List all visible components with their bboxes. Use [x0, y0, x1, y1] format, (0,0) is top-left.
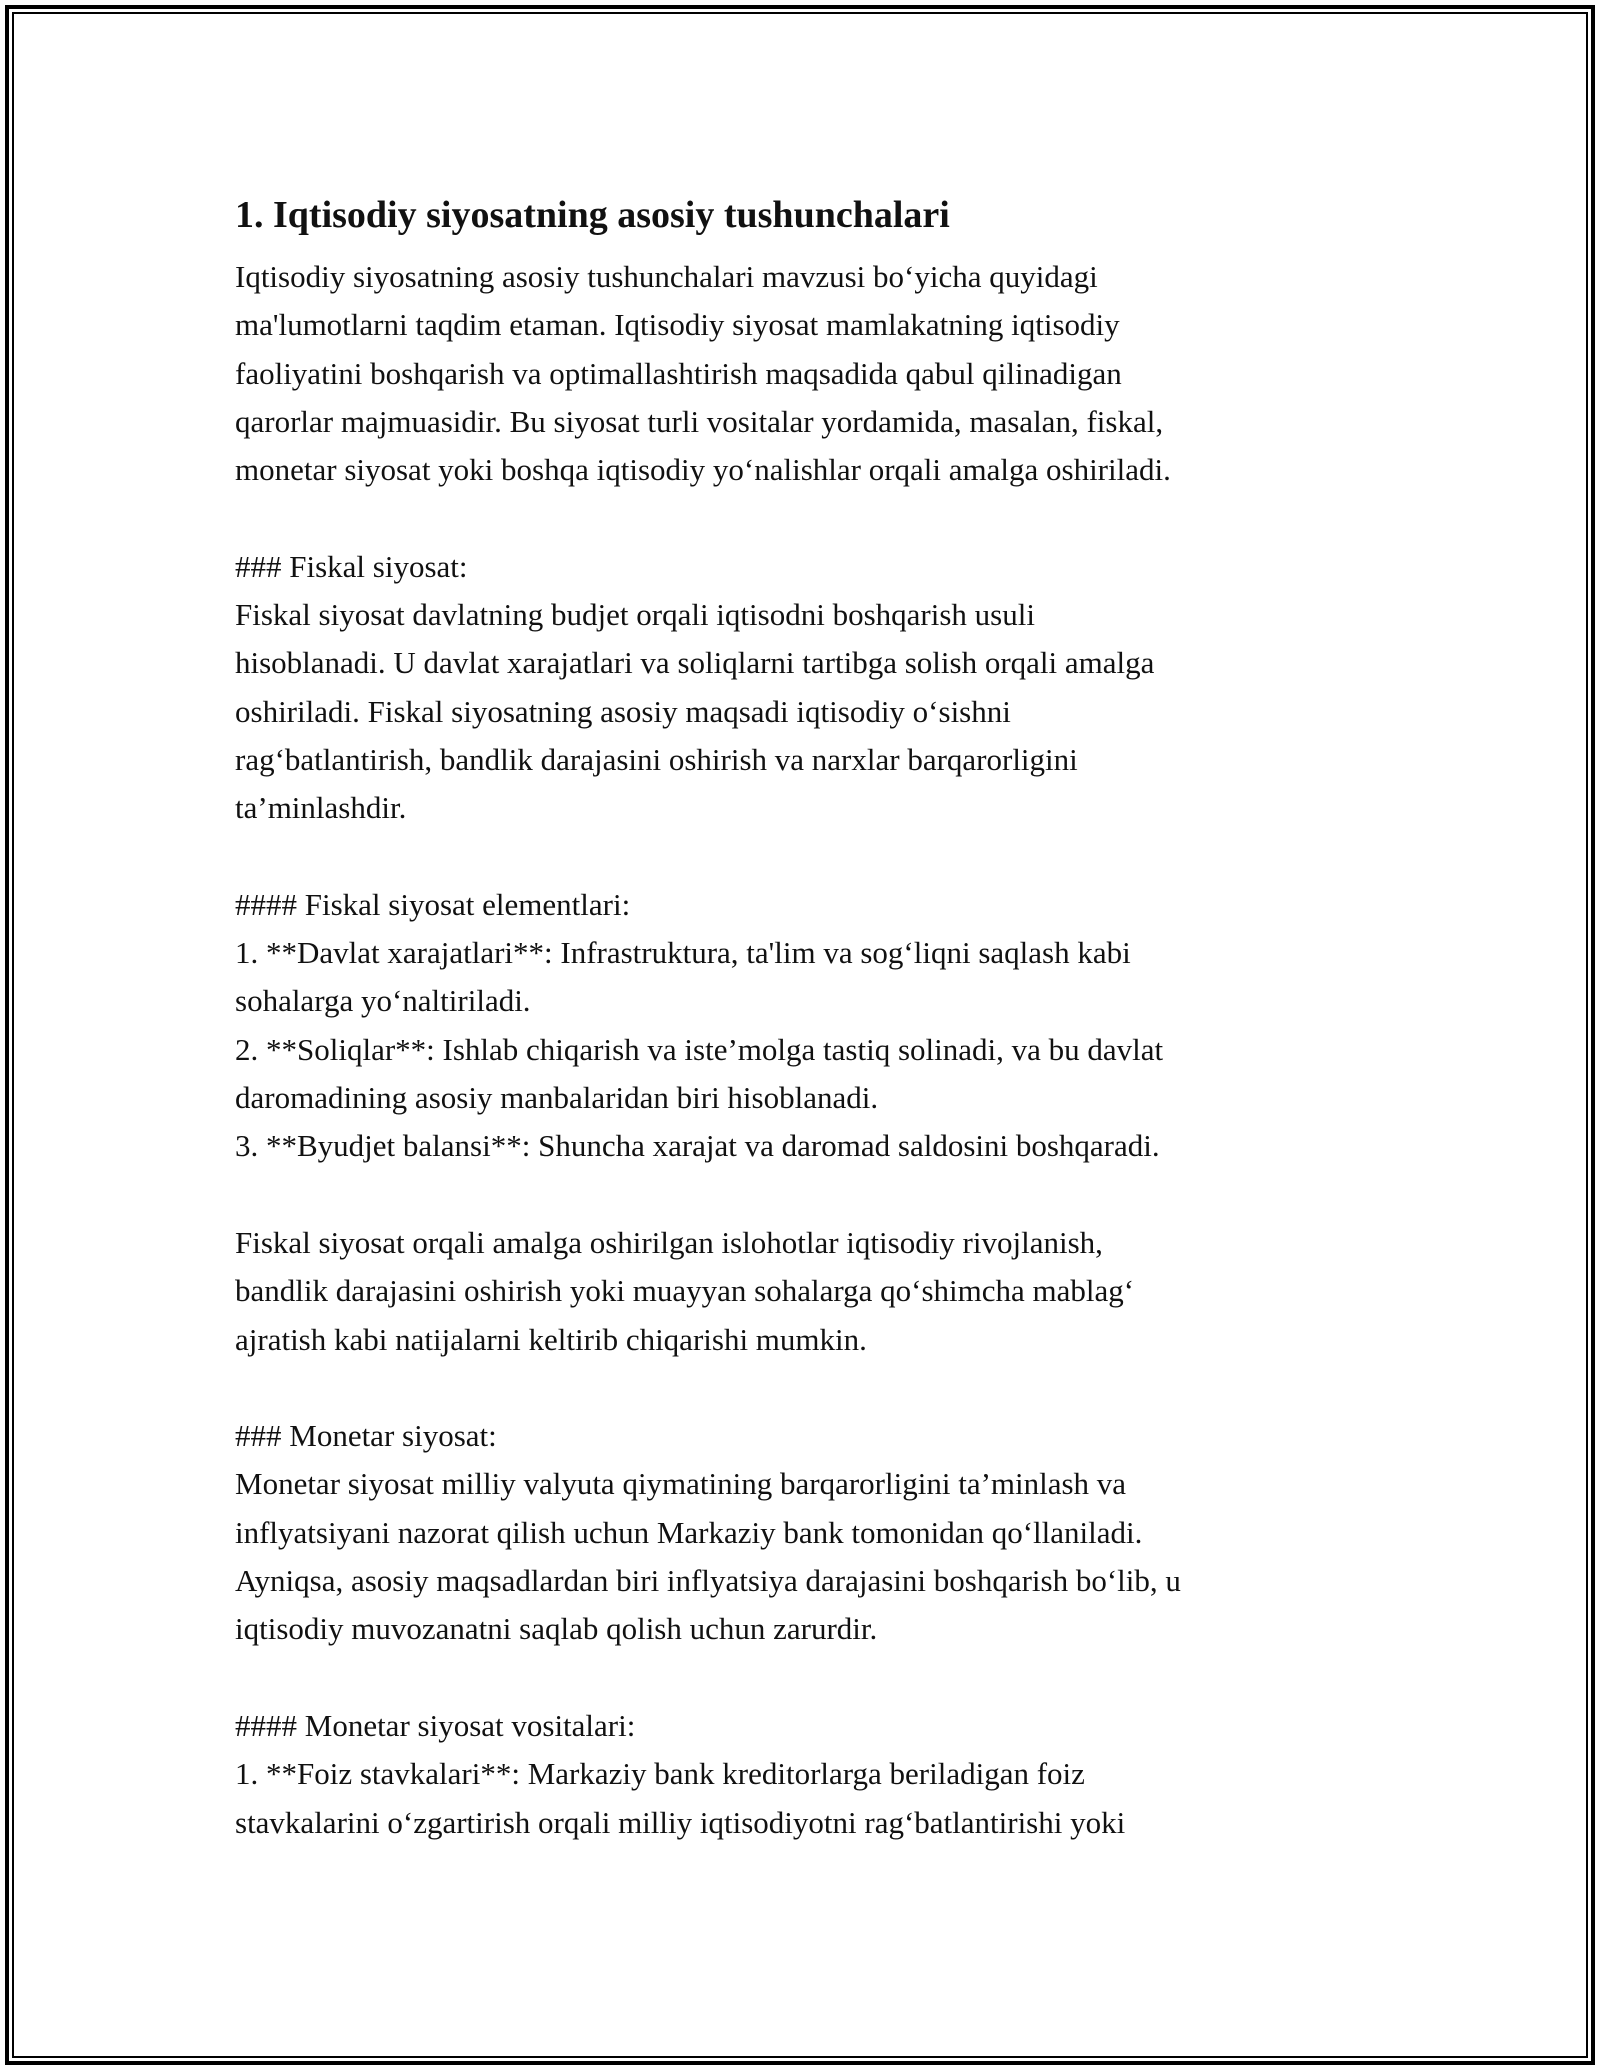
- blank-line: [235, 1171, 1385, 1219]
- blank-line: [235, 1364, 1385, 1412]
- section-heading: ### Monetar siyosat:: [235, 1418, 497, 1454]
- blank-line: [235, 1654, 1385, 1702]
- list-item-continuation: stavkalarini o‘zgartirish orqali milliy iqtisodiyotni rag‘batlantirishi yoki: [235, 1804, 1126, 1840]
- text-line: rag‘batlantirish, bandlik darajasini oshirish va narxlar barqarorligini: [235, 741, 1078, 777]
- list-item: 1. **Davlat xarajatlari**: Infrastruktura, ta'lim va sog‘liqni saqlash kabi: [235, 935, 1131, 971]
- text-line: Fiskal siyosat orqali amalga oshirilgan islohotlar iqtisodiy rivojlanish,: [235, 1224, 1103, 1260]
- text-line: ta’minlashdir.: [235, 790, 407, 826]
- list-item-continuation: daromadining asosiy manbalaridan biri hisoblanadi.: [235, 1080, 879, 1116]
- text-line: Ayniqsa, asosiy maqsadlardan biri inflyatsiya darajasini boshqarish bo‘lib, u: [235, 1563, 1181, 1599]
- list-item: 1. **Foiz stavkalari**: Markaziy bank kreditorlarga beriladigan foiz: [235, 1756, 1085, 1792]
- subsection-heading: #### Fiskal siyosat elementlari:: [235, 886, 631, 922]
- text-line: iqtisodiy muvozanatni saqlab qolish uchun zarurdir.: [235, 1611, 878, 1647]
- text-line: Fiskal siyosat davlatning budjet orqali iqtisodni boshqarish usuli: [235, 597, 1035, 633]
- text-line: hisoblanadi. U davlat xarajatlari va soliqlarni tartibga solish orqali amalga: [235, 645, 1155, 681]
- list-item: 3. **Byudjet balansi**: Shuncha xarajat va daromad saldosini boshqaradi.: [235, 1128, 1160, 1164]
- text-line: Monetar siyosat milliy valyuta qiymatining barqarorligini ta’minlash va: [235, 1466, 1127, 1502]
- document-content: [235, 185, 1385, 1847]
- text-line: faoliyatini boshqarish va optimallashtirish maqsadida qabul qilinadigan: [235, 355, 1122, 391]
- text-line: qarorlar majmuasidir. Bu siyosat turli vositalar yordamida, masalan, fiskal,: [235, 403, 1164, 439]
- blank-line: [235, 833, 1385, 881]
- text-line: oshiriladi. Fiskal siyosatning asosiy maqsadi iqtisodiy o‘sishni: [235, 693, 1011, 729]
- list-item: 2. **Soliqlar**: Ishlab chiqarish va iste’molga tastiq solinadi, va bu davlat: [235, 1031, 1164, 1067]
- document-body: [235, 253, 1385, 1847]
- subsection-heading: #### Monetar siyosat vositalari:: [235, 1707, 636, 1743]
- text-line: bandlik darajasini oshirish yoki muayyan sohalarga qo‘shimcha mablag‘: [235, 1273, 1135, 1309]
- list-item-continuation: sohalarga yo‘naltiriladi.: [235, 983, 531, 1019]
- text-line: Iqtisodiy siyosatning asosiy tushunchalari mavzusi bo‘yicha quyidagi: [235, 259, 1098, 294]
- page-title: 1. Iqtisodiy siyosatning asosiy tushunchalari: [235, 194, 950, 236]
- text-line: inflyatsiyani nazorat qilish uchun Markaziy bank tomonidan qo‘llaniladi.: [235, 1514, 1143, 1550]
- section-heading: ### Fiskal siyosat:: [235, 548, 468, 584]
- text-line: monetar siyosat yoki boshqa iqtisodiy yo‘nalishlar orqali amalga oshiriladi.: [235, 452, 1171, 488]
- text-line: ma'lumotlarni taqdim etaman. Iqtisodiy siyosat mamlakatning iqtisodiy: [235, 307, 1120, 343]
- text-line: ajratish kabi natijalarni keltirib chiqarishi mumkin.: [235, 1321, 867, 1357]
- blank-line: [235, 494, 1385, 542]
